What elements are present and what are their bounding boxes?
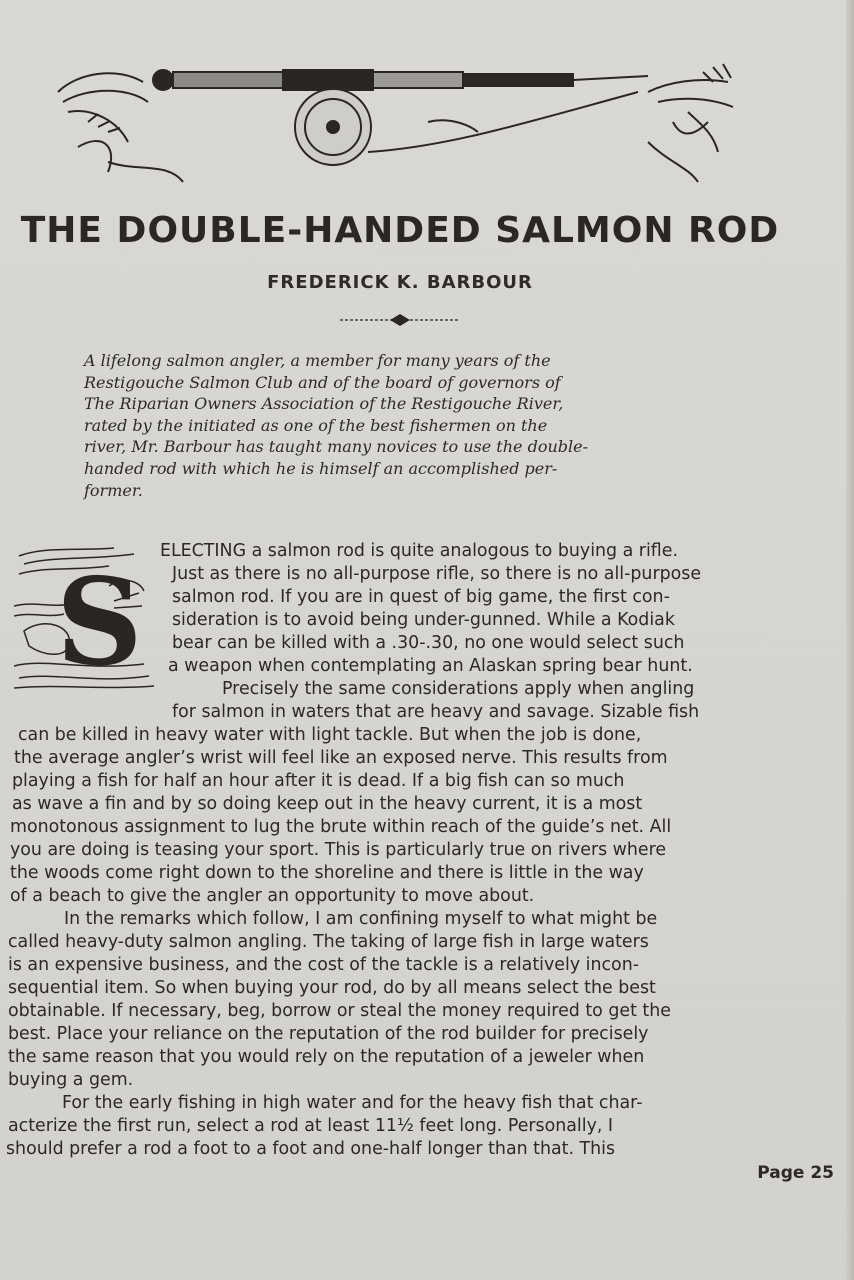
body-line: Just as there is no all-purpose rifle, so there is no all-purpose (172, 564, 702, 584)
body-line: bear can be killed with a .30-.30, no one would select such (172, 633, 685, 653)
intro-line: The Riparian Owners Association of the Restigouche River, (84, 394, 564, 414)
page-spine-edge (846, 0, 854, 1280)
right-salmon-fly-icon (648, 64, 733, 182)
intro-line: A lifelong salmon angler, a member for many years of the (84, 351, 551, 370)
body-line: sideration is to avoid being under-gunned. While a Kodiak (172, 610, 675, 630)
intro-line: river, Mr. Barbour has taught many novices to use the double- (84, 437, 588, 457)
body-line: Precisely the same considerations apply when angling (222, 679, 695, 699)
body-line: buying a gem. (8, 1070, 134, 1090)
body-line: For the early fishing in high water and for the heavy fish that char- (62, 1093, 643, 1113)
intro-line: Restigouche Salmon Club and of the board of governors of (84, 372, 561, 392)
body-line: is an expensive business, and the cost of the tackle is a relatively incon- (8, 955, 639, 975)
intro-line: handed rod with which he is himself an accomplished per- (84, 458, 558, 478)
reel-icon (295, 89, 371, 165)
body-line: obtainable. If necessary, beg, borrow or steal the money required to get the (8, 1001, 671, 1021)
divider-ornament-icon (340, 312, 460, 328)
body-line: sequential item. So when buying your rod, do by all means select the best (8, 978, 656, 998)
body-line: called heavy-duty salmon angling. The taking of large fish in large waters (8, 932, 649, 952)
body-line: In the remarks which follow, I am confining myself to what might be (64, 909, 658, 929)
body-line: playing a fish for half an hour after it is dead. If a big fish can so much (12, 771, 625, 791)
body-line: the woods come right down to the shoreline and there is little in the way (10, 863, 644, 883)
rod-body (153, 70, 648, 90)
body-line: can be killed in heavy water with light tackle. But when the job is done, (18, 725, 642, 745)
body-line: as wave a fin and by so doing keep out in the heavy current, it is a most (12, 794, 643, 814)
drop-cap-letter: S (56, 552, 143, 692)
body-line: acterize the first run, select a rod at least 11½ feet long. Personally, I (8, 1116, 614, 1136)
body-line: the same reason that you would rely on the reputation of a jeweler when (8, 1047, 645, 1067)
body-line: monotonous assignment to lug the brute within reach of the guide’s net. All (10, 817, 672, 837)
body-line: best. Place your reliance on the reputation of the rod builder for precisely (8, 1024, 649, 1044)
body-line: of a beach to give the angler an opportunity to move about. (10, 886, 535, 906)
body-line: for salmon in waters that are heavy and savage. Sizable fish (172, 702, 700, 722)
intro-line: rated by the initiated as one of the best fishermen on the (84, 415, 548, 435)
article-author: FREDERICK K. BARBOUR (267, 272, 533, 293)
author-intro (84, 350, 732, 501)
article-title: THE DOUBLE-HANDED SALMON ROD (20, 210, 780, 251)
page-number: Page 25 (757, 1163, 834, 1183)
intro-line: former. (84, 480, 143, 500)
fishing-rod-illustration (48, 52, 748, 192)
body-line: salmon rod. If you are in quest of big game, the first con- (172, 587, 670, 607)
drop-cap-illustration (14, 546, 154, 692)
body-line: a weapon when contemplating an Alaskan spring bear hunt. (168, 656, 693, 676)
body-line: should prefer a rod a foot to a foot and one-half longer than that. This (6, 1139, 616, 1159)
body-line: ELECTING a salmon rod is quite analogous to buying a rifle. (160, 541, 678, 561)
body-line: you are doing is teasing your sport. This is particularly true on rivers where (10, 840, 667, 860)
body-line: the average angler’s wrist will feel like an exposed nerve. This results from (14, 748, 668, 768)
